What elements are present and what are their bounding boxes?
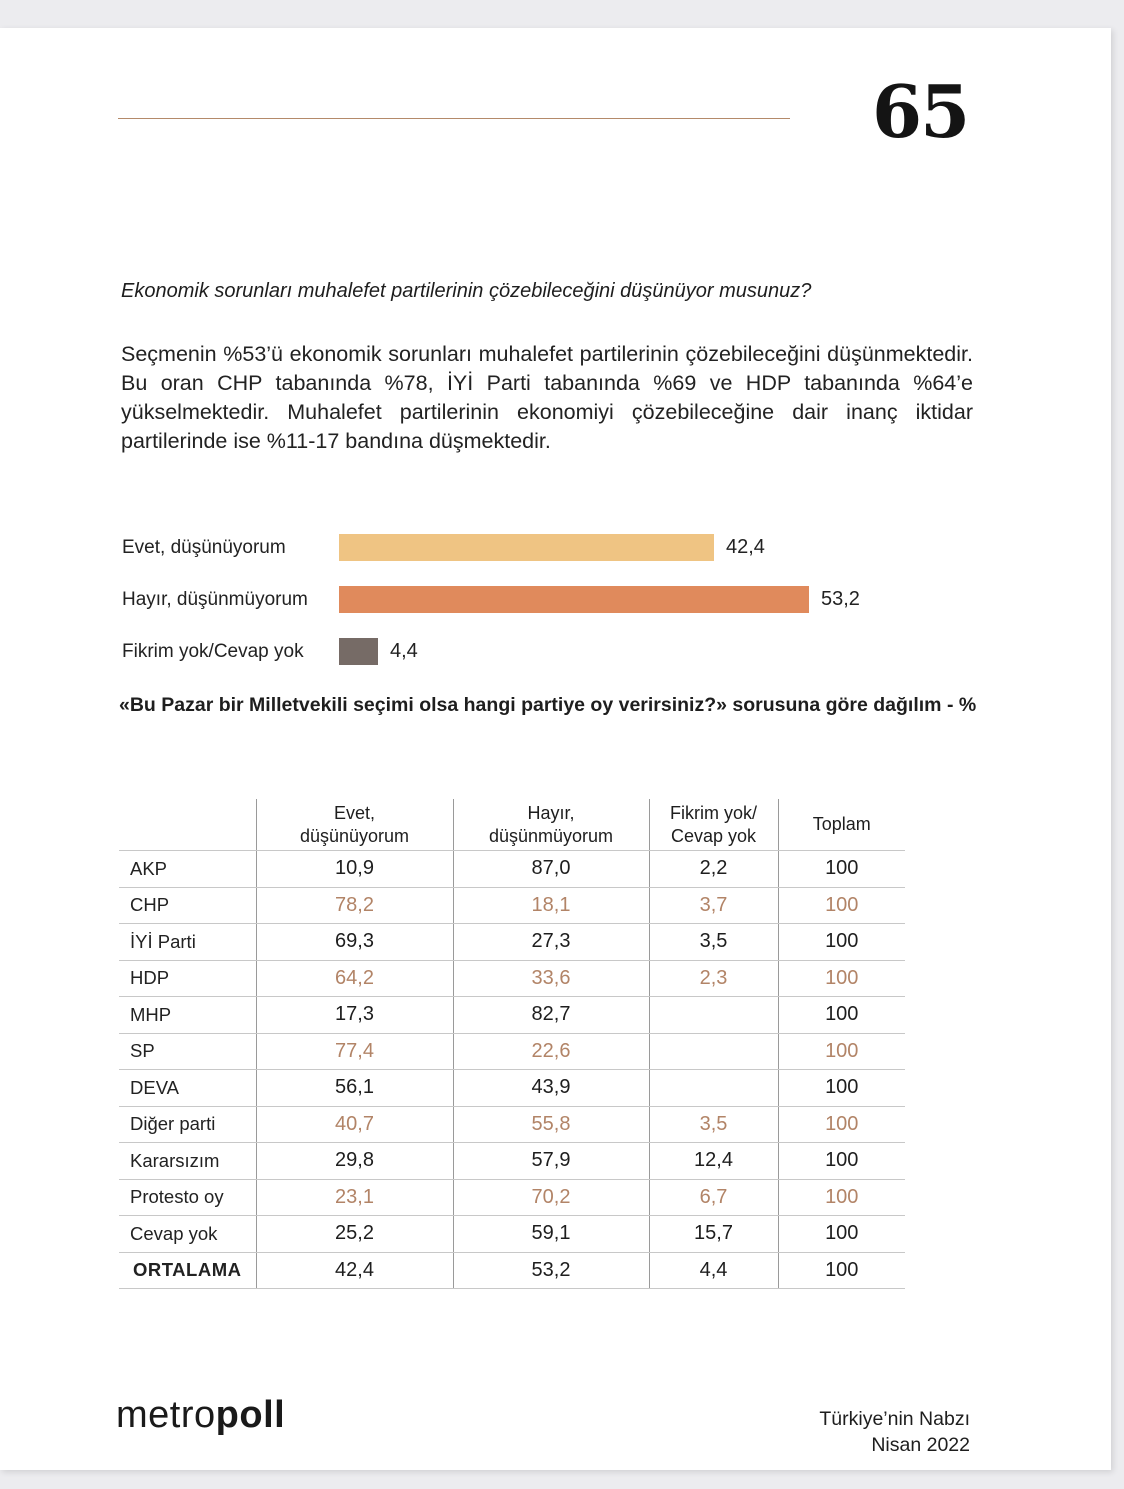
toplam-cell: 100 <box>778 1143 905 1180</box>
table-header-corner <box>119 799 256 851</box>
column-header-toplam: Toplam <box>778 799 905 851</box>
column-header-fikrim-yok: Fikrim yok/ Cevap yok <box>649 799 778 851</box>
toplam-cell: 100 <box>778 924 905 961</box>
fikrim-yok-cell: 3,5 <box>649 1106 778 1143</box>
party-cell: ORTALAMA <box>119 1252 256 1289</box>
table-row <box>119 1106 905 1143</box>
table-total-row <box>119 1252 905 1289</box>
toplam-cell: 100 <box>778 960 905 997</box>
footer-date: Nisan 2022 <box>871 1434 970 1456</box>
party-cell: Cevap yok <box>119 1216 256 1253</box>
evet-cell: 56,1 <box>256 1070 453 1107</box>
bar-value-label: 4,4 <box>390 640 418 662</box>
distribution-table <box>119 799 905 1289</box>
party-cell: DEVA <box>119 1070 256 1107</box>
table-row <box>119 1070 905 1107</box>
evet-cell: 29,8 <box>256 1143 453 1180</box>
hayir-cell: 55,8 <box>453 1106 649 1143</box>
fikrim-yok-cell: 3,7 <box>649 887 778 924</box>
header-rule <box>118 118 790 119</box>
table-header-row <box>119 799 905 851</box>
fikrim-yok-cell: 2,2 <box>649 851 778 888</box>
fikrim-yok-cell: 6,7 <box>649 1179 778 1216</box>
evet-cell: 69,3 <box>256 924 453 961</box>
hayir-cell: 53,2 <box>453 1252 649 1289</box>
table-row <box>119 997 905 1034</box>
table-row <box>119 851 905 888</box>
toplam-cell: 100 <box>778 851 905 888</box>
party-cell: HDP <box>119 960 256 997</box>
hayir-cell: 87,0 <box>453 851 649 888</box>
party-cell: CHP <box>119 887 256 924</box>
evet-cell: 17,3 <box>256 997 453 1034</box>
evet-cell: 40,7 <box>256 1106 453 1143</box>
bar-category-label: Fikrim yok/Cevap yok <box>122 641 304 662</box>
summary-paragraph: Seçmenin %53’ü ekonomik sorunları muhalefet partilerinin çözebileceğini düşünmektedir. Bu oran CHP tabanında %78, İYİ Parti tabanında %69 ve HDP tabanında %64’e yükselmektedir. Muhalefet partilerinin ekonomiyi çözebileceğine dair inanç iktidar partilerinde ise %11-17 bandına düşmektedir. <box>121 342 973 453</box>
fikrim-yok-cell: 4,4 <box>649 1252 778 1289</box>
evet-cell: 77,4 <box>256 1033 453 1070</box>
party-cell: Kararsızım <box>119 1143 256 1180</box>
evet-cell: 25,2 <box>256 1216 453 1253</box>
evet-cell: 42,4 <box>256 1252 453 1289</box>
toplam-cell: 100 <box>778 1216 905 1253</box>
hayir-cell: 27,3 <box>453 924 649 961</box>
page-number: 65 <box>872 69 969 154</box>
toplam-cell: 100 <box>778 1070 905 1107</box>
fikrim-yok-cell <box>649 1070 778 1107</box>
bar-value-label: 53,2 <box>821 588 860 610</box>
fikrim-yok-cell: 3,5 <box>649 924 778 961</box>
fikrim-yok-cell: 2,3 <box>649 960 778 997</box>
bar-mark <box>339 534 714 561</box>
toplam-cell: 100 <box>778 887 905 924</box>
evet-cell: 64,2 <box>256 960 453 997</box>
evet-cell: 23,1 <box>256 1179 453 1216</box>
table-title: «Bu Pazar bir Milletvekili seçimi olsa hangi partiye oy verirsiniz?» sorusuna göre dağılım - % <box>119 694 977 716</box>
fikrim-yok-cell <box>649 1033 778 1070</box>
column-header-hayir: Hayır, düşünmüyorum <box>453 799 649 851</box>
table-row <box>119 1216 905 1253</box>
hayir-cell: 59,1 <box>453 1216 649 1253</box>
toplam-cell: 100 <box>778 1252 905 1289</box>
bar-row <box>0 638 1000 668</box>
table-row <box>119 1143 905 1180</box>
fikrim-yok-cell <box>649 997 778 1034</box>
toplam-cell: 100 <box>778 1179 905 1216</box>
hayir-cell: 70,2 <box>453 1179 649 1216</box>
metropoll-logo: metropoll <box>116 1394 286 1436</box>
question-heading: Ekonomik sorunları muhalefet partilerinin çözebileceğini düşünüyor musunuz? <box>121 280 812 302</box>
bar-mark <box>339 586 809 613</box>
table-row <box>119 924 905 961</box>
toplam-cell: 100 <box>778 997 905 1034</box>
hayir-cell: 82,7 <box>453 997 649 1034</box>
toplam-cell: 100 <box>778 1106 905 1143</box>
bar-value-label: 42,4 <box>726 536 765 558</box>
party-cell: Protesto oy <box>119 1179 256 1216</box>
document-page <box>0 28 1111 1470</box>
hayir-cell: 43,9 <box>453 1070 649 1107</box>
evet-cell: 78,2 <box>256 887 453 924</box>
party-cell: İYİ Parti <box>119 924 256 961</box>
evet-cell: 10,9 <box>256 851 453 888</box>
party-cell: SP <box>119 1033 256 1070</box>
bar-row <box>0 534 1000 564</box>
hayir-cell: 57,9 <box>453 1143 649 1180</box>
footer-title: Türkiye’nin Nabzı <box>819 1408 970 1430</box>
party-cell: Diğer parti <box>119 1106 256 1143</box>
fikrim-yok-cell: 15,7 <box>649 1216 778 1253</box>
bar-mark <box>339 638 378 665</box>
hayir-cell: 18,1 <box>453 887 649 924</box>
column-header-evet: Evet, düşünüyorum <box>256 799 453 851</box>
hayir-cell: 22,6 <box>453 1033 649 1070</box>
bar-category-label: Hayır, düşünmüyorum <box>122 589 308 610</box>
table-row <box>119 887 905 924</box>
toplam-cell: 100 <box>778 1033 905 1070</box>
bar-category-label: Evet, düşünüyorum <box>122 537 286 558</box>
table-row <box>119 960 905 997</box>
hayir-cell: 33,6 <box>453 960 649 997</box>
table-row <box>119 1033 905 1070</box>
party-cell: MHP <box>119 997 256 1034</box>
party-cell: AKP <box>119 851 256 888</box>
table-row <box>119 1179 905 1216</box>
fikrim-yok-cell: 12,4 <box>649 1143 778 1180</box>
bar-row <box>0 586 1000 616</box>
footer-publication <box>760 1406 970 1458</box>
